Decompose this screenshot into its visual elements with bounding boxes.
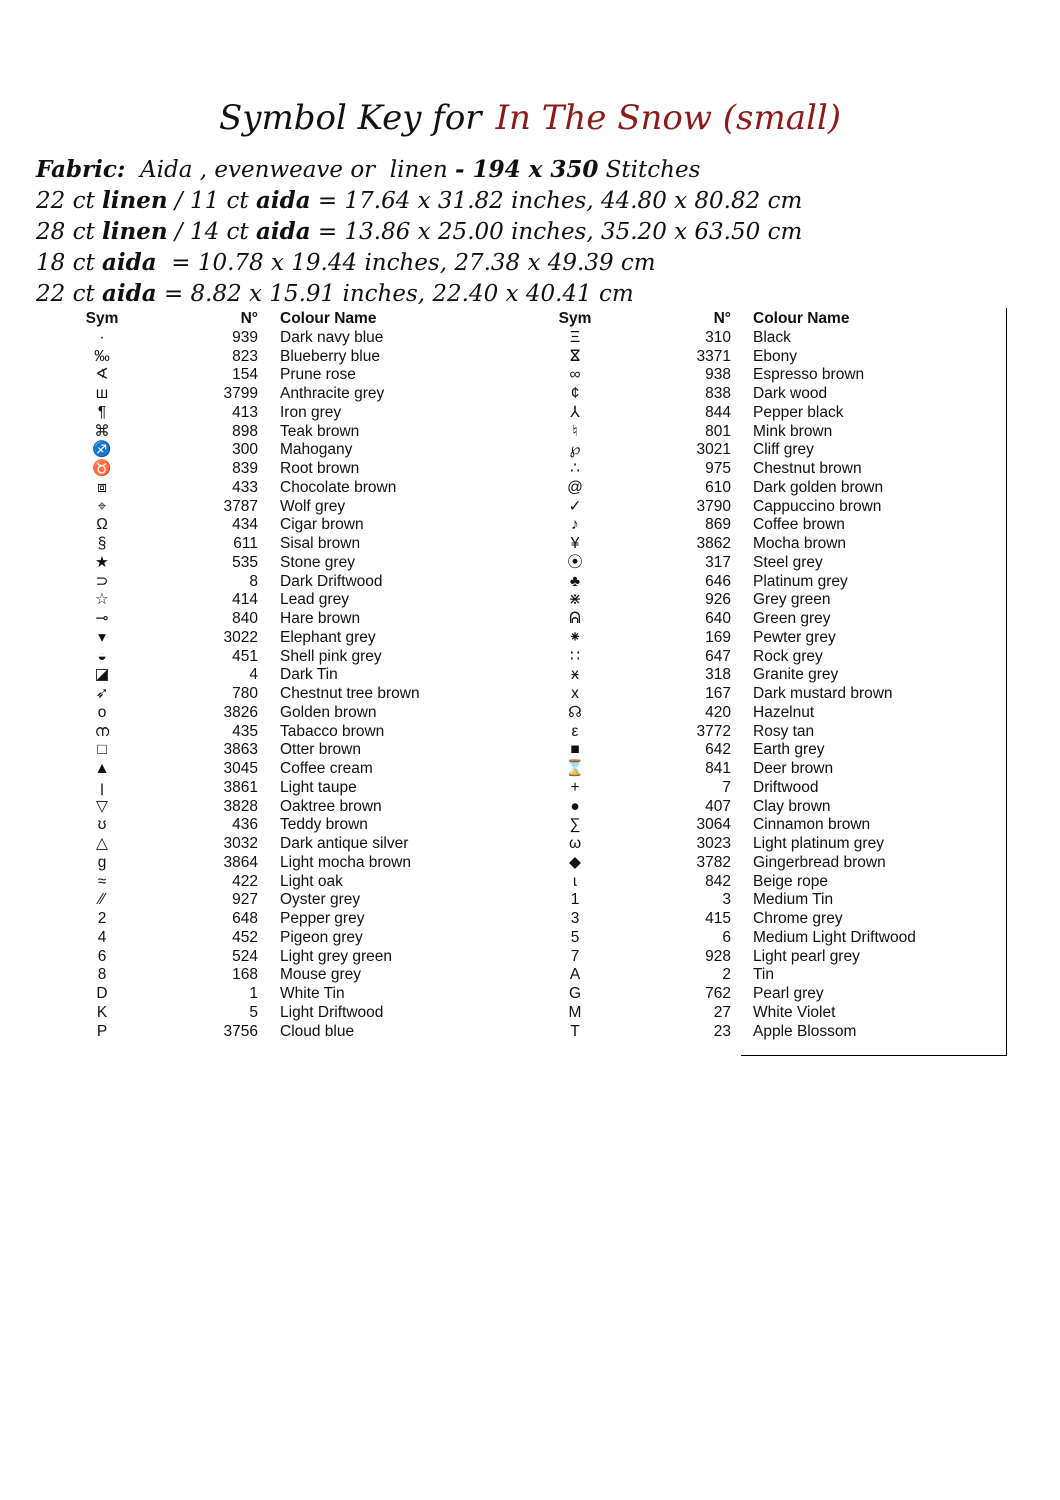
colour-name: Ebony (753, 347, 797, 365)
fabric-text: 28 ct (36, 219, 103, 245)
floss-number: 3782 (696, 853, 731, 871)
header-sym: Sym (558, 310, 592, 327)
stitch-symbol: ♉ (92, 460, 112, 477)
table-border-right (1006, 308, 1007, 1056)
fabric-text: 18 ct (36, 250, 103, 276)
floss-number: 436 (232, 816, 258, 834)
floss-number: 3021 (696, 441, 731, 459)
colour-name: Black (753, 328, 791, 346)
floss-number: 7 (722, 778, 731, 796)
floss-number: 801 (705, 422, 731, 440)
floss-number: 433 (232, 478, 258, 496)
colour-name: Steel grey (753, 553, 823, 571)
floss-number: 169 (705, 628, 731, 646)
floss-number: 3022 (223, 628, 258, 646)
floss-number: 415 (705, 910, 731, 927)
floss-number: 1 (249, 985, 258, 1002)
floss-number: 3032 (223, 835, 258, 852)
colour-name: Cigar brown (280, 516, 364, 534)
floss-number: 414 (232, 591, 258, 609)
floss-number: 3864 (223, 853, 258, 871)
colour-name: Dark golden brown (753, 478, 884, 496)
colour-name: Driftwood (753, 778, 819, 796)
fabric-text: = 13.86 x 25.00 inches, 35.20 x 63.50 cm (310, 219, 803, 245)
colour-name: Medium Light Driftwood (753, 928, 916, 946)
floss-number: 926 (705, 591, 731, 609)
stitch-symbol: ⴵ (570, 347, 580, 365)
floss-number: 5 (249, 1003, 258, 1021)
header-colour-name: Colour Name (753, 310, 850, 327)
stitch-symbol: ♣ (569, 572, 581, 590)
colour-name: Mocha brown (753, 535, 847, 552)
colour-name: Light oak (280, 872, 343, 890)
colour-name: Rock grey (753, 647, 823, 665)
floss-number: 451 (232, 647, 258, 665)
stitch-symbol: ≈ (97, 872, 107, 890)
colour-name: Root brown (280, 460, 360, 477)
floss-number: 420 (705, 703, 731, 721)
stitch-symbol: ∢ (95, 366, 109, 384)
colour-name: Pigeon grey (280, 928, 363, 946)
floss-number: 422 (232, 872, 258, 890)
floss-number: 840 (232, 610, 258, 627)
floss-number: 3045 (223, 760, 258, 777)
colour-name: White Violet (753, 1003, 836, 1021)
stitch-symbol: · (99, 328, 105, 346)
stitch-symbol: + (570, 778, 580, 796)
fabric-text: 22 ct (36, 281, 103, 307)
stitch-symbol: ᕱ (569, 610, 581, 627)
fabric-bold-text: aida (102, 280, 157, 307)
fabric-text: / 11 ct (167, 188, 256, 214)
stitch-symbol: ⅄ (570, 403, 580, 421)
colour-name: Stone grey (280, 553, 355, 571)
floss-number: 452 (232, 928, 258, 946)
stitch-symbol: ✓ (568, 497, 582, 515)
colour-name: Light grey green (280, 947, 393, 965)
floss-number: 3863 (223, 741, 258, 759)
fabric-line (36, 247, 1036, 278)
floss-number: 6 (722, 928, 731, 946)
stitch-symbol: ☊ (568, 703, 582, 721)
colour-name: Dark mustard brown (753, 685, 893, 702)
floss-number: 869 (705, 516, 731, 534)
stitch-symbol: 7 (570, 947, 580, 965)
stitch-symbol: ⊸ (95, 610, 109, 627)
stitch-symbol: Ω (96, 516, 108, 534)
floss-number: 3790 (696, 497, 731, 515)
colour-name: Medium Tin (753, 891, 834, 909)
fabric-info (36, 154, 1036, 309)
stitch-symbol: ◒ (97, 647, 107, 665)
stitch-symbol: ⋇ (568, 591, 582, 609)
stitch-symbol: T (570, 1022, 580, 1040)
fabric-text: 22 ct (36, 188, 103, 214)
colour-name: Shell pink grey (280, 647, 382, 665)
colour-name: Cappuccino brown (753, 497, 882, 515)
floss-number: 841 (705, 760, 731, 777)
floss-number: 535 (232, 553, 258, 571)
stitch-symbol: ¥ (570, 535, 580, 552)
floss-number: 648 (232, 910, 258, 927)
fabric-line (36, 216, 1036, 247)
stitch-symbol: M (568, 1003, 582, 1021)
colour-name: Light Driftwood (280, 1003, 384, 1021)
colour-name: Pearl grey (753, 985, 824, 1002)
floss-number: 939 (232, 328, 258, 346)
floss-number: 3861 (223, 778, 258, 796)
stitch-symbol: ➶ (95, 685, 109, 702)
floss-number: 300 (232, 441, 258, 459)
colour-name: Apple Blossom (753, 1022, 857, 1040)
fabric-bold-text: linen (102, 187, 168, 214)
stitch-symbol: ▾ (98, 628, 106, 646)
stitch-symbol: G (568, 985, 582, 1002)
stitch-symbol: § (97, 535, 107, 552)
floss-number: 413 (232, 403, 258, 421)
colour-name: Light mocha brown (280, 853, 411, 871)
stitch-symbol: 8 (97, 966, 107, 984)
fabric-text: Aida , evenweave or linen (125, 157, 456, 183)
stitch-symbol: 3 (570, 910, 580, 927)
stitch-symbol: 5 (570, 928, 580, 946)
floss-number: 610 (705, 478, 731, 496)
colour-name: Tin (753, 966, 774, 984)
colour-name: Espresso brown (753, 366, 865, 384)
stitch-symbol: ε (571, 722, 579, 740)
colour-name: Green grey (753, 610, 831, 627)
stitch-symbol: ● (570, 797, 580, 815)
colour-name: Hazelnut (753, 703, 815, 721)
floss-number: 167 (705, 685, 731, 702)
fabric-text: = 8.82 x 15.91 inches, 22.40 x 40.41 cm (156, 281, 634, 307)
fabric-text: / 14 ct (167, 219, 256, 245)
floss-number: 823 (232, 347, 258, 365)
stitch-symbol: ⌖ (97, 497, 107, 515)
floss-number: 762 (705, 985, 731, 1002)
fabric-text: = 10.78 x 19.44 inches, 27.38 x 49.39 cm (156, 250, 656, 276)
stitch-symbol: ◆ (569, 853, 581, 871)
colour-name: Tabacco brown (280, 722, 385, 740)
stitch-symbol: ꞁ (99, 778, 105, 796)
stitch-symbol: ш (95, 385, 109, 402)
colour-name: Golden brown (280, 703, 377, 721)
stitch-symbol: ∴ (570, 460, 580, 477)
colour-name: Blueberry blue (280, 347, 380, 365)
fabric-bold-text: linen (102, 218, 168, 245)
stitch-symbol: ★ (95, 553, 109, 571)
colour-name: Beige rope (753, 872, 828, 890)
floss-number: 4 (249, 666, 258, 684)
stitch-symbol: ‰ (94, 347, 110, 365)
colour-name: Light taupe (280, 778, 357, 796)
fabric-line (36, 278, 1036, 309)
stitch-symbol: 2 (97, 910, 107, 927)
stitch-symbol: ω (568, 835, 582, 852)
floss-number: 524 (232, 947, 258, 965)
stitch-symbol: ʊ (97, 816, 107, 834)
fabric-bold-text: aida (255, 187, 311, 214)
floss-number: 3862 (696, 535, 731, 552)
colour-name: Dark antique silver (280, 835, 409, 852)
floss-number: 3023 (696, 835, 731, 852)
floss-number: 3772 (696, 722, 731, 740)
colour-name: Elephant grey (280, 628, 376, 646)
floss-number: 317 (705, 553, 731, 571)
floss-number: 975 (705, 460, 731, 477)
colour-name: Prune rose (280, 366, 356, 384)
colour-name: Coffee brown (753, 516, 845, 534)
floss-number: 938 (705, 366, 731, 384)
colour-name: Chocolate brown (280, 478, 397, 496)
floss-number: 927 (232, 891, 258, 909)
stitch-symbol: △ (96, 835, 108, 852)
header-colour-name: Colour Name (280, 310, 377, 327)
colour-name: Pewter grey (753, 628, 836, 646)
stitch-symbol: ന (94, 722, 110, 740)
fabric-line (36, 185, 1036, 216)
stitch-symbol: x (571, 685, 579, 702)
stitch-symbol: A (569, 966, 581, 984)
floss-number: 3371 (696, 347, 731, 365)
colour-name: Lead grey (280, 591, 349, 609)
stitch-symbol: ⁄⁄ (99, 891, 105, 909)
fabric-text: Stitches (598, 157, 701, 183)
stitch-symbol: ∑ (569, 816, 581, 834)
fabric-bold-text: Fabric: (36, 156, 126, 183)
floss-number: 318 (705, 666, 731, 684)
colour-name: Sisal brown (280, 535, 361, 552)
stitch-symbol: ▲ (94, 760, 110, 777)
colour-name: Coffee cream (280, 760, 373, 777)
stitch-symbol: 4 (97, 928, 107, 946)
stitch-symbol: ⦿ (567, 553, 583, 571)
colour-name: Grey green (753, 591, 831, 609)
floss-number: 838 (705, 385, 731, 402)
colour-name: Rosy tan (753, 722, 815, 740)
floss-number: 3799 (223, 385, 258, 402)
stitch-symbol: ℘ (569, 441, 581, 459)
stitch-symbol: D (96, 985, 108, 1002)
floss-number: 3828 (223, 797, 258, 815)
stitch-symbol: ∷ (570, 647, 580, 665)
colour-name: Light pearl grey (753, 947, 860, 965)
stitch-symbol: g (97, 853, 107, 871)
floss-number: 3756 (223, 1022, 258, 1040)
colour-name: Pepper grey (280, 910, 365, 927)
floss-number: 3787 (223, 497, 258, 515)
colour-name: Gingerbread brown (753, 853, 886, 871)
floss-number: 3 (722, 891, 731, 909)
fabric-bold-text: aida (255, 218, 311, 245)
colour-name: Dark Driftwood (280, 572, 383, 590)
floss-number: 839 (232, 460, 258, 477)
floss-number: 844 (705, 403, 731, 421)
colour-name: Clay brown (753, 797, 831, 815)
fabric-bold-text: aida (102, 249, 157, 276)
colour-name: Oaktree brown (280, 797, 382, 815)
fabric-text: = 17.64 x 31.82 inches, 44.80 x 80.82 cm (310, 188, 803, 214)
floss-number: 154 (232, 366, 258, 384)
pattern-name: In The Snow (small) (495, 98, 842, 138)
floss-number: 611 (233, 535, 258, 552)
stitch-symbol: ⁕ (568, 628, 582, 646)
stitch-symbol: ♮ (572, 422, 578, 440)
stitch-symbol: 1 (570, 891, 580, 909)
stitch-symbol: ☆ (95, 591, 109, 609)
colour-name: Platinum grey (753, 572, 848, 590)
colour-name: Dark Tin (280, 666, 338, 684)
stitch-symbol: P (96, 1022, 108, 1040)
colour-name: Teddy brown (280, 816, 368, 834)
stitch-symbol: ӿ (571, 666, 579, 684)
stitch-symbol: 6 (97, 947, 107, 965)
floss-number: 928 (705, 947, 731, 965)
stitch-symbol: o (97, 703, 107, 721)
table-border-bottom (741, 1055, 1007, 1056)
colour-name: Pepper black (753, 403, 844, 421)
stitch-symbol: ◪ (94, 666, 110, 684)
floss-number: 3826 (223, 703, 258, 721)
colour-name: Anthracite grey (280, 385, 385, 402)
fabric-line (36, 154, 1036, 185)
floss-number: 2 (722, 966, 731, 984)
floss-number: 435 (232, 722, 258, 740)
stitch-symbol: K (96, 1003, 108, 1021)
colour-name: Dark wood (753, 385, 828, 402)
colour-name: Light platinum grey (753, 835, 884, 852)
title-prefix: Symbol Key for (218, 98, 482, 138)
colour-name: Wolf grey (280, 497, 346, 515)
floss-number: 780 (232, 685, 258, 702)
stitch-symbol: ⊃ (95, 572, 109, 590)
floss-number: 646 (705, 572, 731, 590)
colour-name: Chestnut brown (753, 460, 862, 477)
page-title (0, 96, 1060, 140)
stitch-symbol: ⧈ (97, 478, 107, 496)
colour-name: Otter brown (280, 741, 361, 759)
stitch-symbol: Ξ (569, 328, 581, 346)
colour-name: Cloud blue (280, 1022, 355, 1040)
colour-name: Mahogany (280, 441, 353, 459)
floss-number: 27 (713, 1003, 731, 1021)
stitch-symbol: ♐ (92, 441, 112, 459)
stitch-symbol: ⌛ (565, 760, 585, 777)
colour-name: Chrome grey (753, 910, 843, 927)
floss-number: 23 (713, 1022, 731, 1040)
colour-name: Mink brown (753, 422, 833, 440)
colour-name: Mouse grey (280, 966, 361, 984)
header-sym: Sym (85, 310, 119, 327)
floss-number: 898 (232, 422, 258, 440)
floss-number: 3064 (696, 816, 731, 834)
floss-number: 168 (232, 966, 258, 984)
stitch-symbol: ¶ (97, 403, 107, 421)
colour-name: Cliff grey (753, 441, 814, 459)
floss-number: 642 (705, 741, 731, 759)
stitch-symbol: ¢ (570, 385, 580, 402)
header-number: N° (713, 310, 731, 327)
stitch-symbol: ■ (570, 741, 580, 759)
colour-name: Oyster grey (280, 891, 361, 909)
colour-name: Iron grey (280, 403, 342, 421)
floss-number: 640 (705, 610, 731, 627)
stitch-symbol: ɩ (573, 872, 577, 890)
colour-name: Dark navy blue (280, 328, 384, 346)
colour-name: Cinnamon brown (753, 816, 871, 834)
colour-name: White Tin (280, 985, 345, 1002)
floss-number: 407 (705, 797, 731, 815)
colour-name: Teak brown (280, 422, 360, 440)
colour-name: Deer brown (753, 760, 834, 777)
floss-number: 842 (705, 872, 731, 890)
stitch-symbol: ⌘ (94, 422, 110, 440)
floss-number: 434 (232, 516, 258, 534)
stitch-symbol: ∞ (569, 366, 581, 384)
colour-name: Chestnut tree brown (280, 685, 420, 702)
stitch-symbol: @ (567, 478, 583, 496)
floss-number: 647 (705, 647, 731, 665)
stitch-symbol: ♪ (571, 516, 579, 534)
fabric-bold-text: - 194 x 350 (455, 156, 599, 183)
colour-name: Earth grey (753, 741, 825, 759)
colour-name: Granite grey (753, 666, 839, 684)
header-number: N° (240, 310, 258, 327)
floss-number: 310 (705, 328, 731, 346)
stitch-symbol: ▽ (96, 797, 108, 815)
colour-name: Hare brown (280, 610, 361, 627)
floss-number: 8 (249, 572, 258, 590)
stitch-symbol: □ (97, 741, 107, 759)
